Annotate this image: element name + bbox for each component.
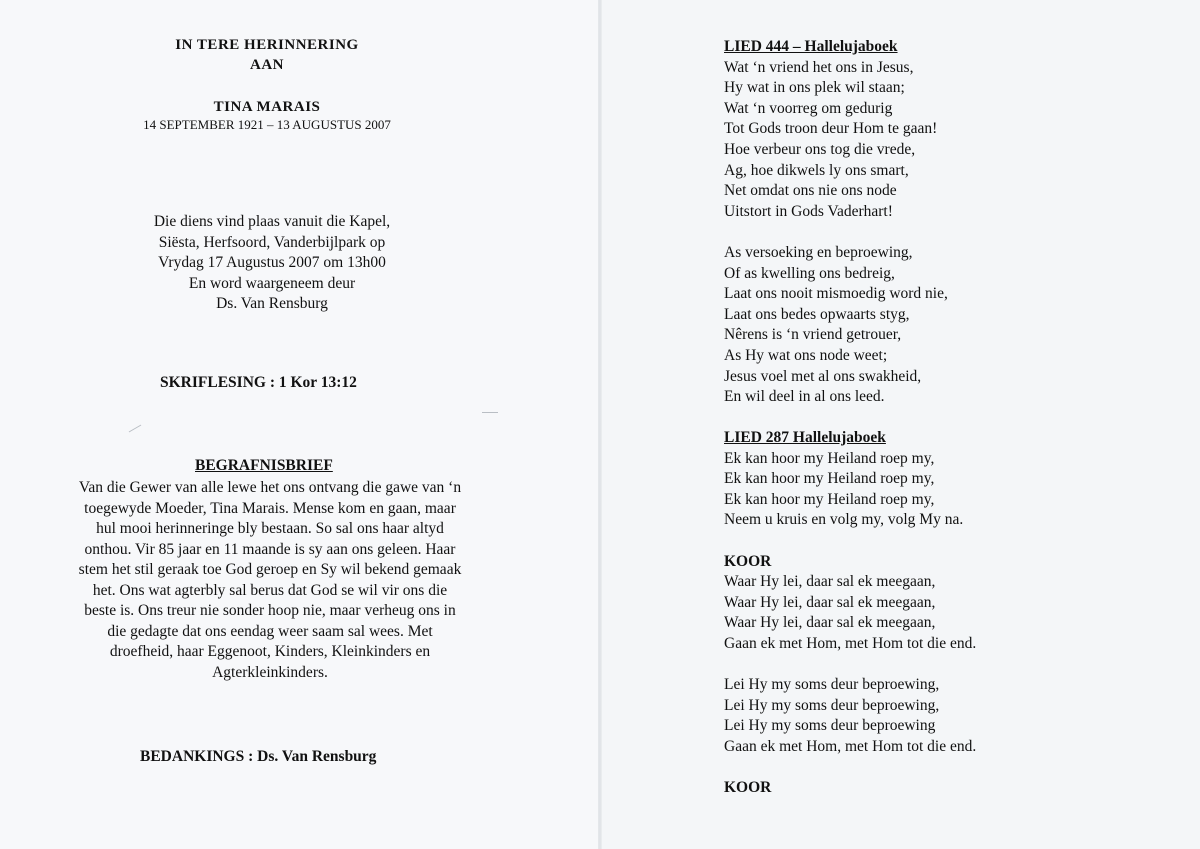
thanks: BEDANKINGS : Ds. Van Rensburg	[140, 748, 377, 765]
hymn-line: Waar Hy lei, daar sal ek meegaan,	[724, 593, 936, 611]
hymn-line: Neem u kruis en volg my, volg My na.	[724, 511, 964, 529]
scan-mark	[482, 412, 498, 413]
hymn-title: LIED 287 Hallelujaboek	[724, 429, 886, 446]
letter-line: beste is. Ons treur nie sonder hoop nie, maar verheug ons in	[84, 602, 456, 619]
letter-line: droefheid, haar Eggenoot, Kinders, Kleinkinders en	[109, 643, 431, 660]
deceased-name: TINA MARAIS	[213, 99, 321, 115]
hymn-line: Net omdat ons nie ons node	[724, 182, 897, 200]
letter-line: Van die Gewer van alle lewe het ons ontvang die gawe van ‘n	[78, 479, 462, 496]
service-line: Die diens vind plaas vanuit die Kapel,	[153, 213, 391, 230]
hymn-line: Gaan ek met Hom, met Hom tot die end.	[724, 634, 977, 652]
hymn-line: Ek kan hoor my Heiland roep my,	[724, 449, 935, 467]
hymn-line: Wat ‘n vriend het ons in Jesus,	[724, 58, 914, 76]
letter-line: onthou. Vir 85 jaar en 11 maande is sy aan ons geleen. Haar	[84, 540, 456, 558]
hymn-line: Uitstort in Gods Vaderhart!	[724, 202, 893, 220]
hymn-title: LIED 444 – Hallelujaboek	[724, 38, 898, 55]
letter-line: stem het stil geraak toe God geroep en Sy wil bekend gemaak	[78, 561, 462, 578]
chorus-label: KOOR	[724, 552, 772, 570]
service-line: En word waargeneem deur	[188, 274, 356, 292]
memorial-title: IN TERE HERINNERING	[175, 37, 359, 53]
hymn-line: Hy wat in ons plek wil staan;	[724, 79, 905, 97]
service-line: Ds. Van Rensburg	[216, 295, 328, 312]
chorus-label-end: KOOR	[724, 779, 772, 797]
hymn-line: Lei Hy my soms deur beproewing,	[724, 696, 940, 714]
service-line: Vrydag 17 Augustus 2007 om 13h00	[158, 254, 386, 271]
hymn-line: Tot Gods troon deur Hom te gaan!	[724, 120, 938, 138]
funeral-letter	[60, 478, 480, 683]
service-details	[0, 212, 544, 315]
letter-line: hul mooi herinneringe bly bestaan. So sal ons haar altyd	[96, 520, 444, 537]
scripture-reading: SKRIFLESING : 1 Kor 13:12	[160, 374, 357, 391]
hymn-line: Waar Hy lei, daar sal ek meegaan,	[724, 614, 936, 632]
hymn-444	[724, 37, 948, 408]
hymn-line: Ag, hoe dikwels ly ons smart,	[724, 161, 909, 179]
hymn-line: Laat ons nooit mismoedig word nie,	[724, 285, 948, 303]
hymn-line: As versoeking en beproewing,	[724, 243, 913, 261]
hymn-line: Laat ons bedes opwaarts styg,	[724, 305, 910, 323]
hymn-line: Hoe verbeur ons tog die vrede,	[724, 140, 916, 158]
hymn-line: Of as kwelling ons bedreig,	[724, 264, 895, 282]
memorial-title-aan: AAN	[250, 57, 284, 73]
hymn-line: Lei Hy my soms deur beproewing	[724, 717, 936, 735]
hymn-line: Ek kan hoor my Heiland roep my,	[724, 470, 935, 488]
life-dates: 14 SEPTEMBER 1921 – 13 AUGUSTUS 2007	[143, 117, 391, 132]
letter-line: het. Ons wat agterbly sal berus dat God se wil vir ons die	[92, 581, 448, 599]
hymn-line: Gaan ek met Hom, met Hom tot die end.	[724, 737, 977, 755]
letter-line: toegewyde Moeder, Tina Marais. Mense kom en gaan, maar	[84, 499, 456, 517]
hymn-line: As Hy wat ons node weet;	[724, 346, 888, 364]
hymn-line: Jesus voel met al ons swakheid,	[724, 367, 922, 385]
letter-line: die gedagte dat ons eendag weer saam sal wees. Met	[107, 622, 433, 640]
hymn-line: Wat ‘n voorreg om gedurig	[724, 99, 893, 117]
scan-mark	[129, 425, 142, 433]
hymn-line: En wil deel in al ons leed.	[724, 388, 885, 406]
hymn-line: Lei Hy my soms deur beproewing,	[724, 676, 940, 694]
hymn-line: Ek kan hoor my Heiland roep my,	[724, 490, 935, 508]
letter-heading: BEGRAFNISBRIEF	[195, 457, 333, 474]
hymn-line: Waar Hy lei, daar sal ek meegaan,	[724, 573, 936, 591]
service-line: Siësta, Herfsoord, Vanderbijlpark op	[158, 233, 386, 251]
hymn-287	[724, 428, 976, 799]
hymn-line: Nêrens is ‘n vriend getrouer,	[724, 326, 902, 344]
letter-line: Agterkleinkinders.	[212, 663, 328, 681]
